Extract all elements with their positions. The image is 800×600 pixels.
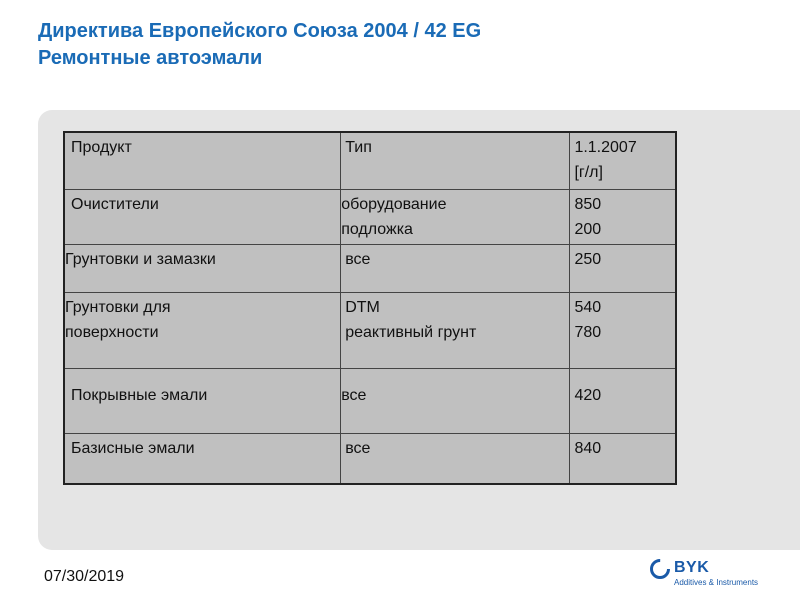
logo-name: BYK bbox=[674, 559, 710, 576]
slide-title-line-2: Ремонтные автоэмали bbox=[38, 47, 263, 69]
cell-value: 850 200 bbox=[570, 190, 676, 245]
slide-date: 07/30/2019 bbox=[44, 568, 125, 585]
table-row bbox=[64, 293, 676, 369]
cell-type: DTM реактивный грунт bbox=[341, 293, 570, 369]
header-type: Тип bbox=[341, 132, 570, 190]
table-row bbox=[64, 434, 676, 485]
cell-type: все bbox=[341, 369, 570, 434]
cell-type: все bbox=[341, 434, 570, 485]
cell-type: оборудование подложка bbox=[341, 190, 570, 245]
logo-subtitle: Additives & Instruments bbox=[674, 578, 759, 587]
cell-value: 250 bbox=[570, 245, 676, 293]
cell-value: 420 bbox=[570, 369, 676, 434]
slide-title bbox=[38, 18, 481, 72]
cell-product: Базисные эмали bbox=[64, 434, 341, 485]
cell-product: Грунтовки и замазки bbox=[64, 245, 341, 293]
cell-product: Покрывные эмали bbox=[64, 369, 341, 434]
cell-type: все bbox=[341, 245, 570, 293]
table-header-row bbox=[64, 132, 676, 190]
cell-product: Грунтовки для поверхности bbox=[64, 293, 341, 369]
header-product: Продукт bbox=[64, 132, 341, 190]
cell-value: 540 780 bbox=[570, 293, 676, 369]
byk-logo bbox=[650, 557, 770, 591]
cell-product: Очистители bbox=[64, 190, 341, 245]
header-limit: 1.1.2007 [г/л] bbox=[570, 132, 676, 190]
table-row bbox=[64, 369, 676, 434]
table-row bbox=[64, 190, 676, 245]
voc-limits-table bbox=[63, 131, 677, 485]
table-row bbox=[64, 245, 676, 293]
byk-logo-mark-icon bbox=[650, 559, 670, 579]
slide-title-line-1: Директива Европейского Союза 2004 / 42 EG bbox=[38, 20, 482, 42]
cell-value: 840 bbox=[570, 434, 676, 485]
